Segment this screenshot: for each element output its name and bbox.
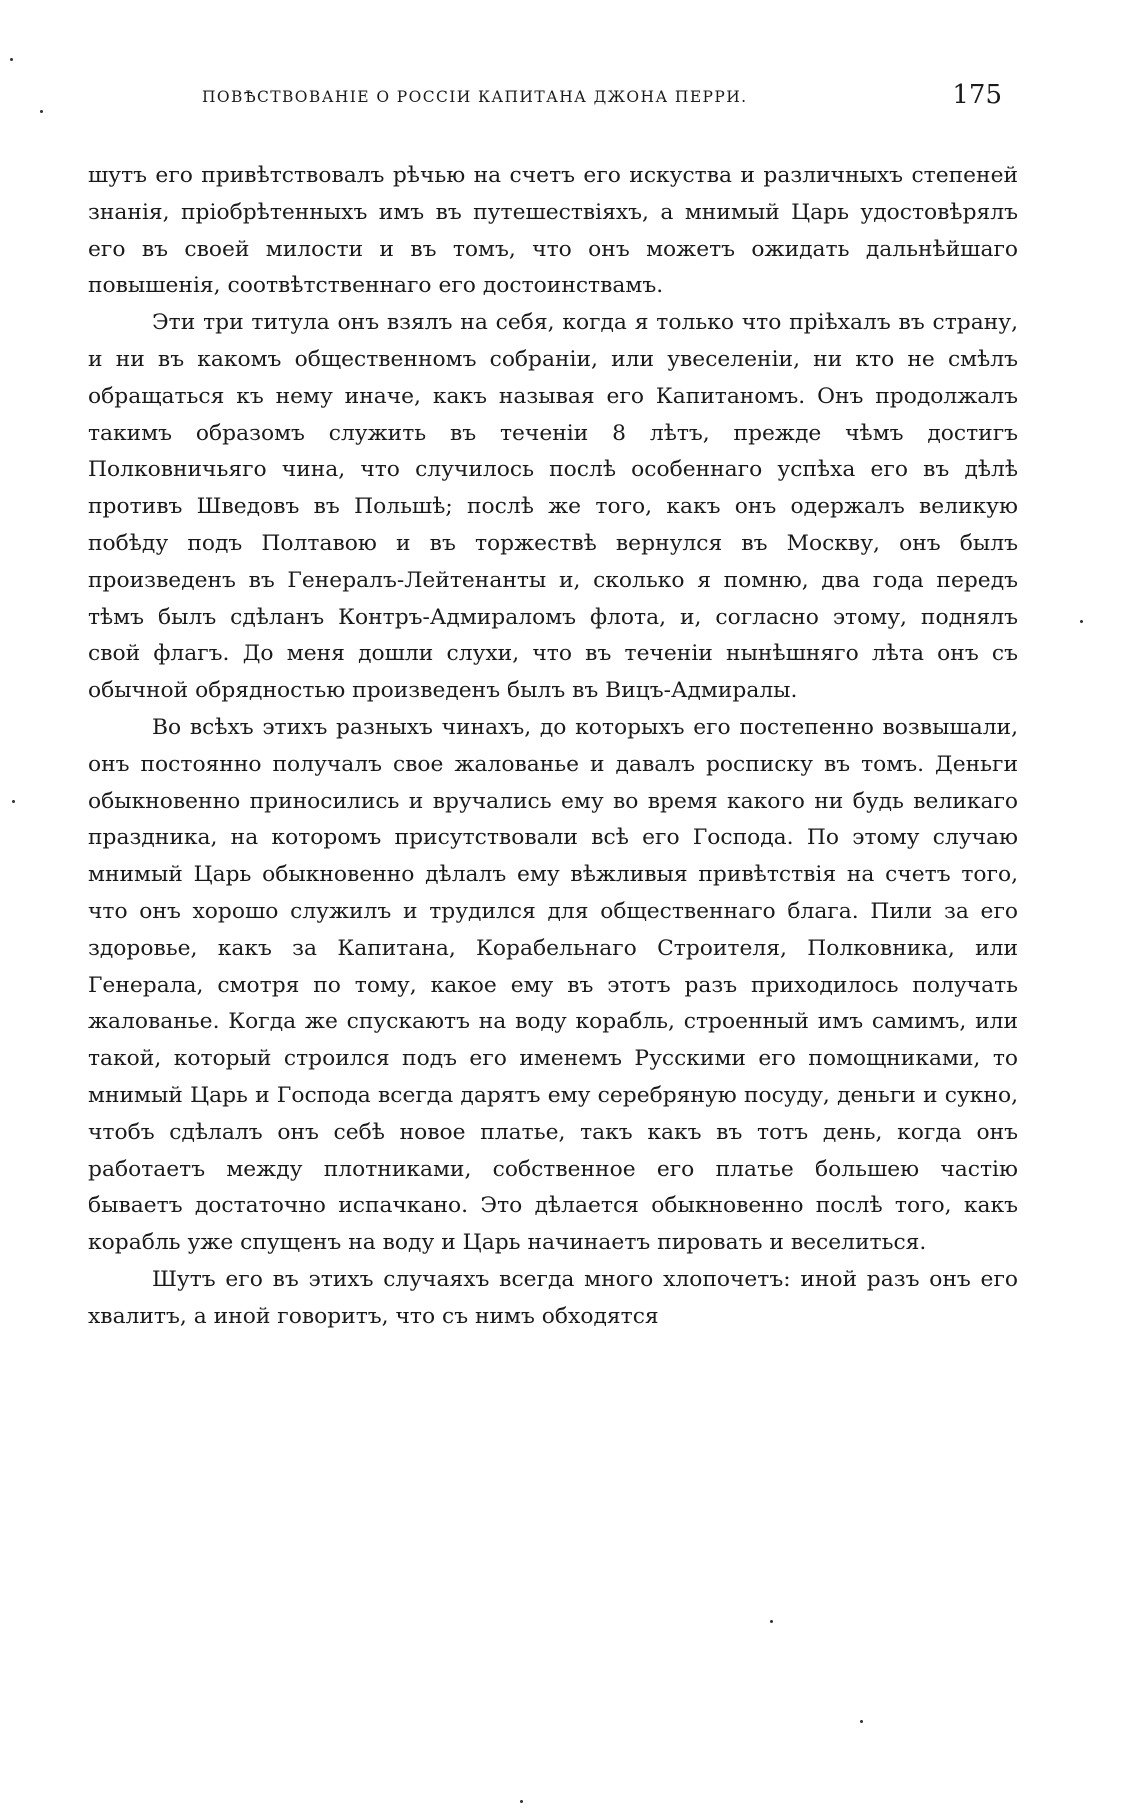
scan-speck [860, 1720, 863, 1723]
running-head [88, 80, 1018, 120]
scan-speck [1080, 620, 1083, 623]
running-title: ПОВѢСТВОВАНІЕ О РОССІИ КАПИТАНА ДЖОНА ПЕРРИ. [202, 88, 748, 106]
paragraph-2: Эти три титула онъ взялъ на себя, когда я только что пріѣхалъ въ страну, и ни въ какомъ общественномъ собраніи, или увеселеніи, ни кто не смѣлъ обращаться къ нему иначе, какъ называя его Капитаномъ. Онъ продолжалъ такимъ образомъ служить въ теченіи 8 лѣтъ, прежде чѣмъ достигъ Полковничьяго чина, что случилось послѣ особеннаго успѣха его въ дѣлѣ противъ Шведовъ въ Польшѣ; послѣ же того, какъ онъ одержалъ великую побѣду подъ Полтавою и въ торжествѣ вернулся въ Москву, онъ былъ произведенъ въ Генералъ-Лейтенанты и, сколько я помню, два года передъ тѣмъ былъ сдѣланъ Контръ-Адмираломъ флота, и, согласно этому, поднялъ свой флагъ. До меня дошли слухи, что въ теченіи нынѣшняго лѣта онъ съ обычной обрядностью произведенъ былъ въ Вицъ-Адмиралы. [88, 310, 1018, 704]
scan-speck [10, 58, 13, 61]
paragraph-4: Шутъ его въ этихъ случаяхъ всегда много хлопочетъ: иной разъ онъ его хвалитъ, а иной говоритъ, что съ нимъ обходятся [88, 1266, 1018, 1329]
scan-speck [12, 800, 15, 803]
paragraph-1: шутъ его привѣтствовалъ рѣчью на счетъ его искуства и различныхъ степеней знанія, пріобрѣтенныхъ имъ въ путешествіяхъ, а мнимый Царь удостовѣрялъ его въ своей милости и въ томъ, что онъ можетъ ожидать дальнѣйшаго повышенія, соотвѣтственнаго его достоинствамъ. [88, 163, 1018, 299]
book-page [88, 80, 1018, 1336]
scan-speck [520, 1800, 523, 1803]
scan-speck [40, 110, 43, 113]
body-text [88, 158, 1018, 1336]
scan-speck [770, 1620, 773, 1623]
paragraph-3: Во всѣхъ этихъ разныхъ чинахъ, до которыхъ его постепенно возвышали, онъ постоянно получалъ свое жалованье и давалъ росписку въ томъ. Деньги обыкновенно приносились и вручались ему во время какого ни будь великаго праздника, на которомъ присутствовали всѣ его Господа. По этому случаю мнимый Царь обыкновенно дѣлалъ ему вѣжливыя привѣтствія на счетъ того, что онъ хорошо служилъ и трудился для общественнаго блага. Пили за его здоровье, какъ за Капитана, Корабельнаго Строителя, Полковника, или Генерала, смотря по тому, какое ему въ этотъ разъ приходилось получать жалованье. Когда же спускаютъ на воду корабль, строенный имъ самимъ, или такой, который строился подъ его именемъ Русскими его помощниками, то мнимый Царь и Господа всегда дарятъ ему серебряную посуду, деньги и сукно, чтобъ сдѣлалъ онъ себѣ новое платье, такъ какъ въ тотъ день, когда онъ работаетъ между плотниками, собственное его платье большею частію бываетъ достаточно испачкано. Это дѣлается обыкновенно послѣ того, какъ корабль уже спущенъ на воду и Царь начинаетъ пировать и веселиться. [88, 714, 1018, 1256]
page-number: 175 [952, 80, 1002, 110]
